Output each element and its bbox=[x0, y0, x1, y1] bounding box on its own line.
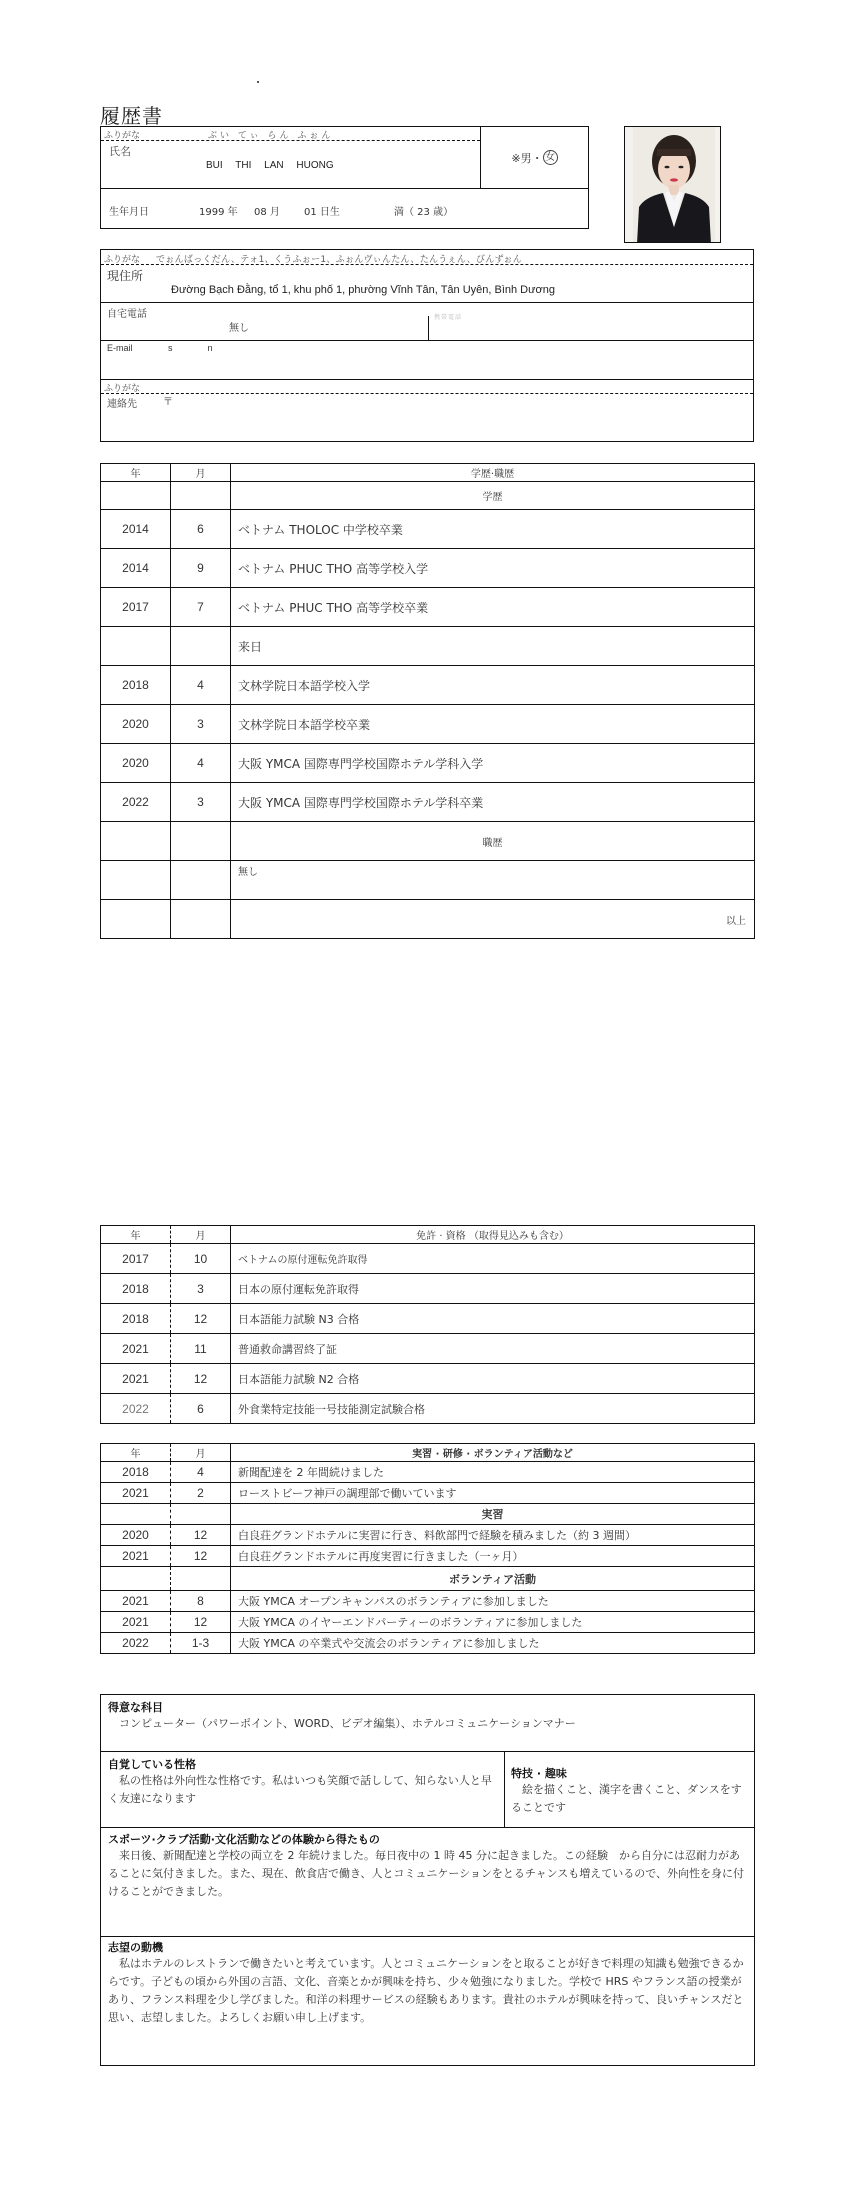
motivation-title: 志望の動機 bbox=[108, 1941, 163, 1954]
row-text: ベトナム PHUC THO 高等学校卒業 bbox=[231, 588, 755, 627]
name-furigana-row bbox=[101, 127, 480, 141]
contact-furigana-label: ふりがな bbox=[104, 384, 141, 394]
row-text: 大阪 YMCA 国際専門学校国際ホテル学科卒業 bbox=[231, 783, 755, 822]
personality-title: 自覚している性格 bbox=[108, 1758, 196, 1771]
name-value: BUI THI LAN HUONG bbox=[206, 160, 334, 171]
row-text: 普通救命講習終了証 bbox=[231, 1334, 755, 1364]
table-row bbox=[101, 1462, 755, 1483]
row-year: 2021 bbox=[101, 1483, 171, 1504]
row-month: 8 bbox=[171, 1591, 231, 1612]
motivation-block bbox=[108, 1939, 747, 2027]
row-text: 大阪 YMCA 国際専門学校国際ホテル学科入学 bbox=[231, 744, 755, 783]
row-year: 2020 bbox=[101, 705, 171, 744]
table-row bbox=[101, 510, 755, 549]
row-text: 来日 bbox=[231, 627, 755, 666]
table-row bbox=[101, 900, 755, 939]
table-row bbox=[101, 1612, 755, 1633]
row-text: 新聞配達を 2 年間続けました bbox=[231, 1462, 755, 1483]
table-row bbox=[101, 783, 755, 822]
stray-dot bbox=[257, 81, 259, 83]
row-year: 2014 bbox=[101, 510, 171, 549]
row-month: 7 bbox=[171, 588, 231, 627]
row-month: 4 bbox=[171, 666, 231, 705]
row-month: 12 bbox=[171, 1612, 231, 1633]
contact-label: 連絡先 bbox=[107, 399, 137, 410]
row-year: 2018 bbox=[101, 666, 171, 705]
row-year: 2021 bbox=[101, 1364, 171, 1394]
row-month: 12 bbox=[171, 1364, 231, 1394]
row-year: 2021 bbox=[101, 1546, 171, 1567]
row-month: 3 bbox=[171, 705, 231, 744]
row-text: 無し bbox=[231, 861, 755, 900]
row-text: ローストビーフ神戸の調理部で働いています bbox=[231, 1483, 755, 1504]
row-month: 2 bbox=[171, 1483, 231, 1504]
col-month: 月 bbox=[171, 464, 231, 482]
volunteer-heading: ボランティア活動 bbox=[231, 1567, 755, 1591]
experience-text: 来日後、新聞配達と学校の両立を 2 年続けました。毎日夜中の 1 時 45 分に起きました。この経験 から自分には忍耐力があることに気付きました。また、現在、飲食店で働き、人とコミュニケーションをとるチャンスも増えているので、外向性を身に付けることができました。 bbox=[108, 1849, 745, 1898]
col-year: 年 bbox=[101, 1226, 171, 1244]
profile-section bbox=[100, 1694, 755, 2066]
row-year: 2022 bbox=[101, 1633, 171, 1654]
table-row bbox=[101, 588, 755, 627]
row-text: 日本の原付運転免許取得 bbox=[231, 1274, 755, 1304]
gender-field bbox=[480, 127, 588, 189]
home-phone-label: 自宅電話 bbox=[107, 309, 147, 320]
section-heading-row bbox=[101, 482, 755, 510]
row-year: 2018 bbox=[101, 1304, 171, 1334]
row-year: 2014 bbox=[101, 549, 171, 588]
row-month: 12 bbox=[171, 1546, 231, 1567]
subjects-block bbox=[108, 1699, 747, 1733]
internship-heading: 実習 bbox=[231, 1504, 755, 1525]
table-row bbox=[101, 1483, 755, 1504]
row-month bbox=[171, 627, 231, 666]
row-month: 1-3 bbox=[171, 1633, 231, 1654]
skills-block bbox=[511, 1765, 749, 1817]
row-year: 2022 bbox=[101, 783, 171, 822]
dob-label: 生年月日 bbox=[109, 207, 149, 218]
row-month: 3 bbox=[171, 1274, 231, 1304]
row-text: 文林学院日本語学校卒業 bbox=[231, 705, 755, 744]
table-row bbox=[101, 1633, 755, 1654]
dob-row bbox=[109, 203, 453, 218]
col-year: 年 bbox=[101, 1444, 171, 1462]
row-text: 日本語能力試験 N3 合格 bbox=[231, 1304, 755, 1334]
row-text: 大阪 YMCA オープンキャンパスのボランティアに参加しました bbox=[231, 1591, 755, 1612]
row-month: 10 bbox=[171, 1244, 231, 1274]
subjects-text: コンピューター（パワーポイント、WORD、ビデオ編集）、ホテルコミュニケーションマナー bbox=[108, 1717, 576, 1730]
row-year: 2017 bbox=[101, 1244, 171, 1274]
mobile-phone-label: 携帯電話 bbox=[434, 314, 463, 321]
name-label: 氏名 bbox=[109, 145, 131, 158]
divider bbox=[101, 1827, 754, 1828]
row-month bbox=[171, 861, 231, 900]
current-address-value: Đường Bạch Đằng, tổ 1, khu phố 1, phường Vĩnh Tân, Tân Uyên, Bình Dương bbox=[171, 284, 555, 296]
row-year: 2020 bbox=[101, 1525, 171, 1546]
skills-text: 絵を描くこと、漢字を書くこと、ダンスをすることです bbox=[511, 1783, 742, 1814]
col-content: 実習 · 研修 · ボランティア活動など bbox=[231, 1444, 755, 1462]
table-row bbox=[101, 744, 755, 783]
row-month: 4 bbox=[171, 1462, 231, 1483]
photo bbox=[624, 126, 721, 243]
experience-title: スポーツ·クラブ活動·文化活動などの体験から得たもの bbox=[108, 1833, 380, 1846]
phone-divider bbox=[428, 316, 429, 340]
end-mark: 以上 bbox=[231, 900, 755, 939]
experience-block bbox=[108, 1831, 747, 1901]
motivation-text: 私はホテルのレストランで働きたいと考えています。人とコミュニケーションをと取ることが好きで料理の知識も勉強できるからです。子どもの頃から外国の言語、文化、音楽とかが興味を持ち、少々勉強になりました。学校で HRS やフランス語の授業があり、フランス料理を少し学びました。和洋の料理サービスの経験もあります。貴社のホテルが興味を持って、良いチャンスだと思い、志望しました。よろしくお願い申し上げます。 bbox=[108, 1957, 744, 2024]
activities-table bbox=[100, 1443, 755, 1654]
row-year bbox=[101, 627, 171, 666]
row-year bbox=[101, 861, 171, 900]
portrait-image bbox=[625, 127, 721, 243]
home-phone-value: 無し bbox=[229, 323, 249, 334]
address-furigana-row bbox=[101, 250, 753, 265]
row-year: 2022 bbox=[101, 1394, 171, 1424]
table-row bbox=[101, 1334, 755, 1364]
row-text: 日本語能力試験 N2 合格 bbox=[231, 1364, 755, 1394]
divider bbox=[101, 1936, 754, 1937]
section-heading-row bbox=[101, 1567, 755, 1591]
licenses-table bbox=[100, 1225, 755, 1424]
table-row bbox=[101, 666, 755, 705]
col-content: 学歴·職歴 bbox=[231, 464, 755, 482]
row-text: 文林学院日本語学校入学 bbox=[231, 666, 755, 705]
row-text: 白良荘グランドホテルに再度実習に行きました（一ヶ月） bbox=[231, 1546, 755, 1567]
address-section bbox=[100, 249, 754, 442]
row-month: 11 bbox=[171, 1334, 231, 1364]
postal-mark: 〒 bbox=[163, 397, 173, 408]
divider bbox=[101, 302, 753, 303]
gender-selected-circle: 女 bbox=[543, 150, 558, 165]
row-year: 2017 bbox=[101, 588, 171, 627]
table-row bbox=[101, 1525, 755, 1546]
document-title: 履歴書 bbox=[100, 104, 163, 128]
col-content: 免許 · 資格 （取得見込みも含む） bbox=[231, 1226, 755, 1244]
table-header bbox=[101, 1226, 755, 1244]
table-row bbox=[101, 705, 755, 744]
email-value: s n bbox=[168, 343, 213, 353]
table-row bbox=[101, 861, 755, 900]
row-text: ベトナム PHUC THO 高等学校入学 bbox=[231, 549, 755, 588]
subjects-title: 得意な科目 bbox=[108, 1701, 163, 1714]
row-text: 外食業特定技能一号技能測定試験合格 bbox=[231, 1394, 755, 1424]
table-row bbox=[101, 1304, 755, 1334]
personality-block bbox=[108, 1756, 498, 1808]
row-year: 2020 bbox=[101, 744, 171, 783]
email-label: E-mail bbox=[107, 343, 133, 353]
history-table bbox=[100, 463, 755, 939]
age: 満（ 23 歳） bbox=[394, 207, 454, 218]
row-text: 大阪 YMCA の卒業式や交流会のボランティアに参加しました bbox=[231, 1633, 755, 1654]
table-header bbox=[101, 464, 755, 482]
divider bbox=[504, 1751, 505, 1827]
table-row bbox=[101, 627, 755, 666]
divider bbox=[101, 188, 480, 189]
dob-day: 01 日生 bbox=[304, 207, 340, 218]
table-row bbox=[101, 1546, 755, 1567]
col-year: 年 bbox=[101, 464, 171, 482]
row-text: 白良荘グランドホテルに実習に行き、料飲部門で経験を積みました（約 3 週間） bbox=[231, 1525, 755, 1546]
table-row bbox=[101, 1244, 755, 1274]
dob-month: 08 月 bbox=[254, 207, 280, 218]
divider bbox=[101, 1751, 754, 1752]
row-year: 2021 bbox=[101, 1334, 171, 1364]
row-month: 6 bbox=[171, 1394, 231, 1424]
row-year: 2018 bbox=[101, 1274, 171, 1304]
table-row bbox=[101, 1591, 755, 1612]
personality-text: 私の性格は外向性な性格です。私はいつも笑顔で話しして、知らない人と早く友達になります bbox=[108, 1774, 492, 1805]
table-row bbox=[101, 1364, 755, 1394]
row-year: 2021 bbox=[101, 1612, 171, 1633]
current-address-label: 現住所 bbox=[107, 269, 144, 283]
row-text: ベトナムの原付運転免許取得 bbox=[231, 1244, 755, 1274]
education-heading: 学歴 bbox=[231, 482, 755, 510]
table-row bbox=[101, 1274, 755, 1304]
section-heading-row bbox=[101, 822, 755, 861]
col-month: 月 bbox=[171, 1226, 231, 1244]
name-furigana: ぶい てぃ らん ふぉん bbox=[208, 131, 334, 141]
row-text: 大阪 YMCA のイヤーエンドパーティーのボランティアに参加しました bbox=[231, 1612, 755, 1633]
row-month: 3 bbox=[171, 783, 231, 822]
table-row bbox=[101, 1394, 755, 1424]
divider bbox=[101, 393, 753, 394]
row-month: 12 bbox=[171, 1304, 231, 1334]
table-row bbox=[101, 549, 755, 588]
table-header bbox=[101, 1444, 755, 1462]
furigana-label: ふりがな bbox=[104, 131, 141, 141]
row-year: 2021 bbox=[101, 1591, 171, 1612]
row-month: 4 bbox=[171, 744, 231, 783]
divider bbox=[101, 340, 753, 341]
divider bbox=[101, 379, 753, 380]
work-heading: 職歴 bbox=[231, 822, 755, 861]
skills-title: 特技 · 趣味 bbox=[511, 1767, 567, 1780]
name-section bbox=[100, 126, 589, 229]
address-furigana: でぉんばっくだん、テォ1、くうふぉー1、ふぉんヴぃんたん、たんうぇん、びんずぉん bbox=[156, 255, 522, 265]
row-month: 9 bbox=[171, 549, 231, 588]
row-month: 12 bbox=[171, 1525, 231, 1546]
row-month: 6 bbox=[171, 510, 231, 549]
row-text: ベトナム THOLOC 中学校卒業 bbox=[231, 510, 755, 549]
furigana-label: ふりがな bbox=[104, 255, 141, 265]
col-month: 月 bbox=[171, 1444, 231, 1462]
section-heading-row bbox=[101, 1504, 755, 1525]
gender-prefix: ※男・ bbox=[511, 151, 543, 165]
dob-year: 1999 年 bbox=[199, 207, 238, 218]
row-year: 2018 bbox=[101, 1462, 171, 1483]
